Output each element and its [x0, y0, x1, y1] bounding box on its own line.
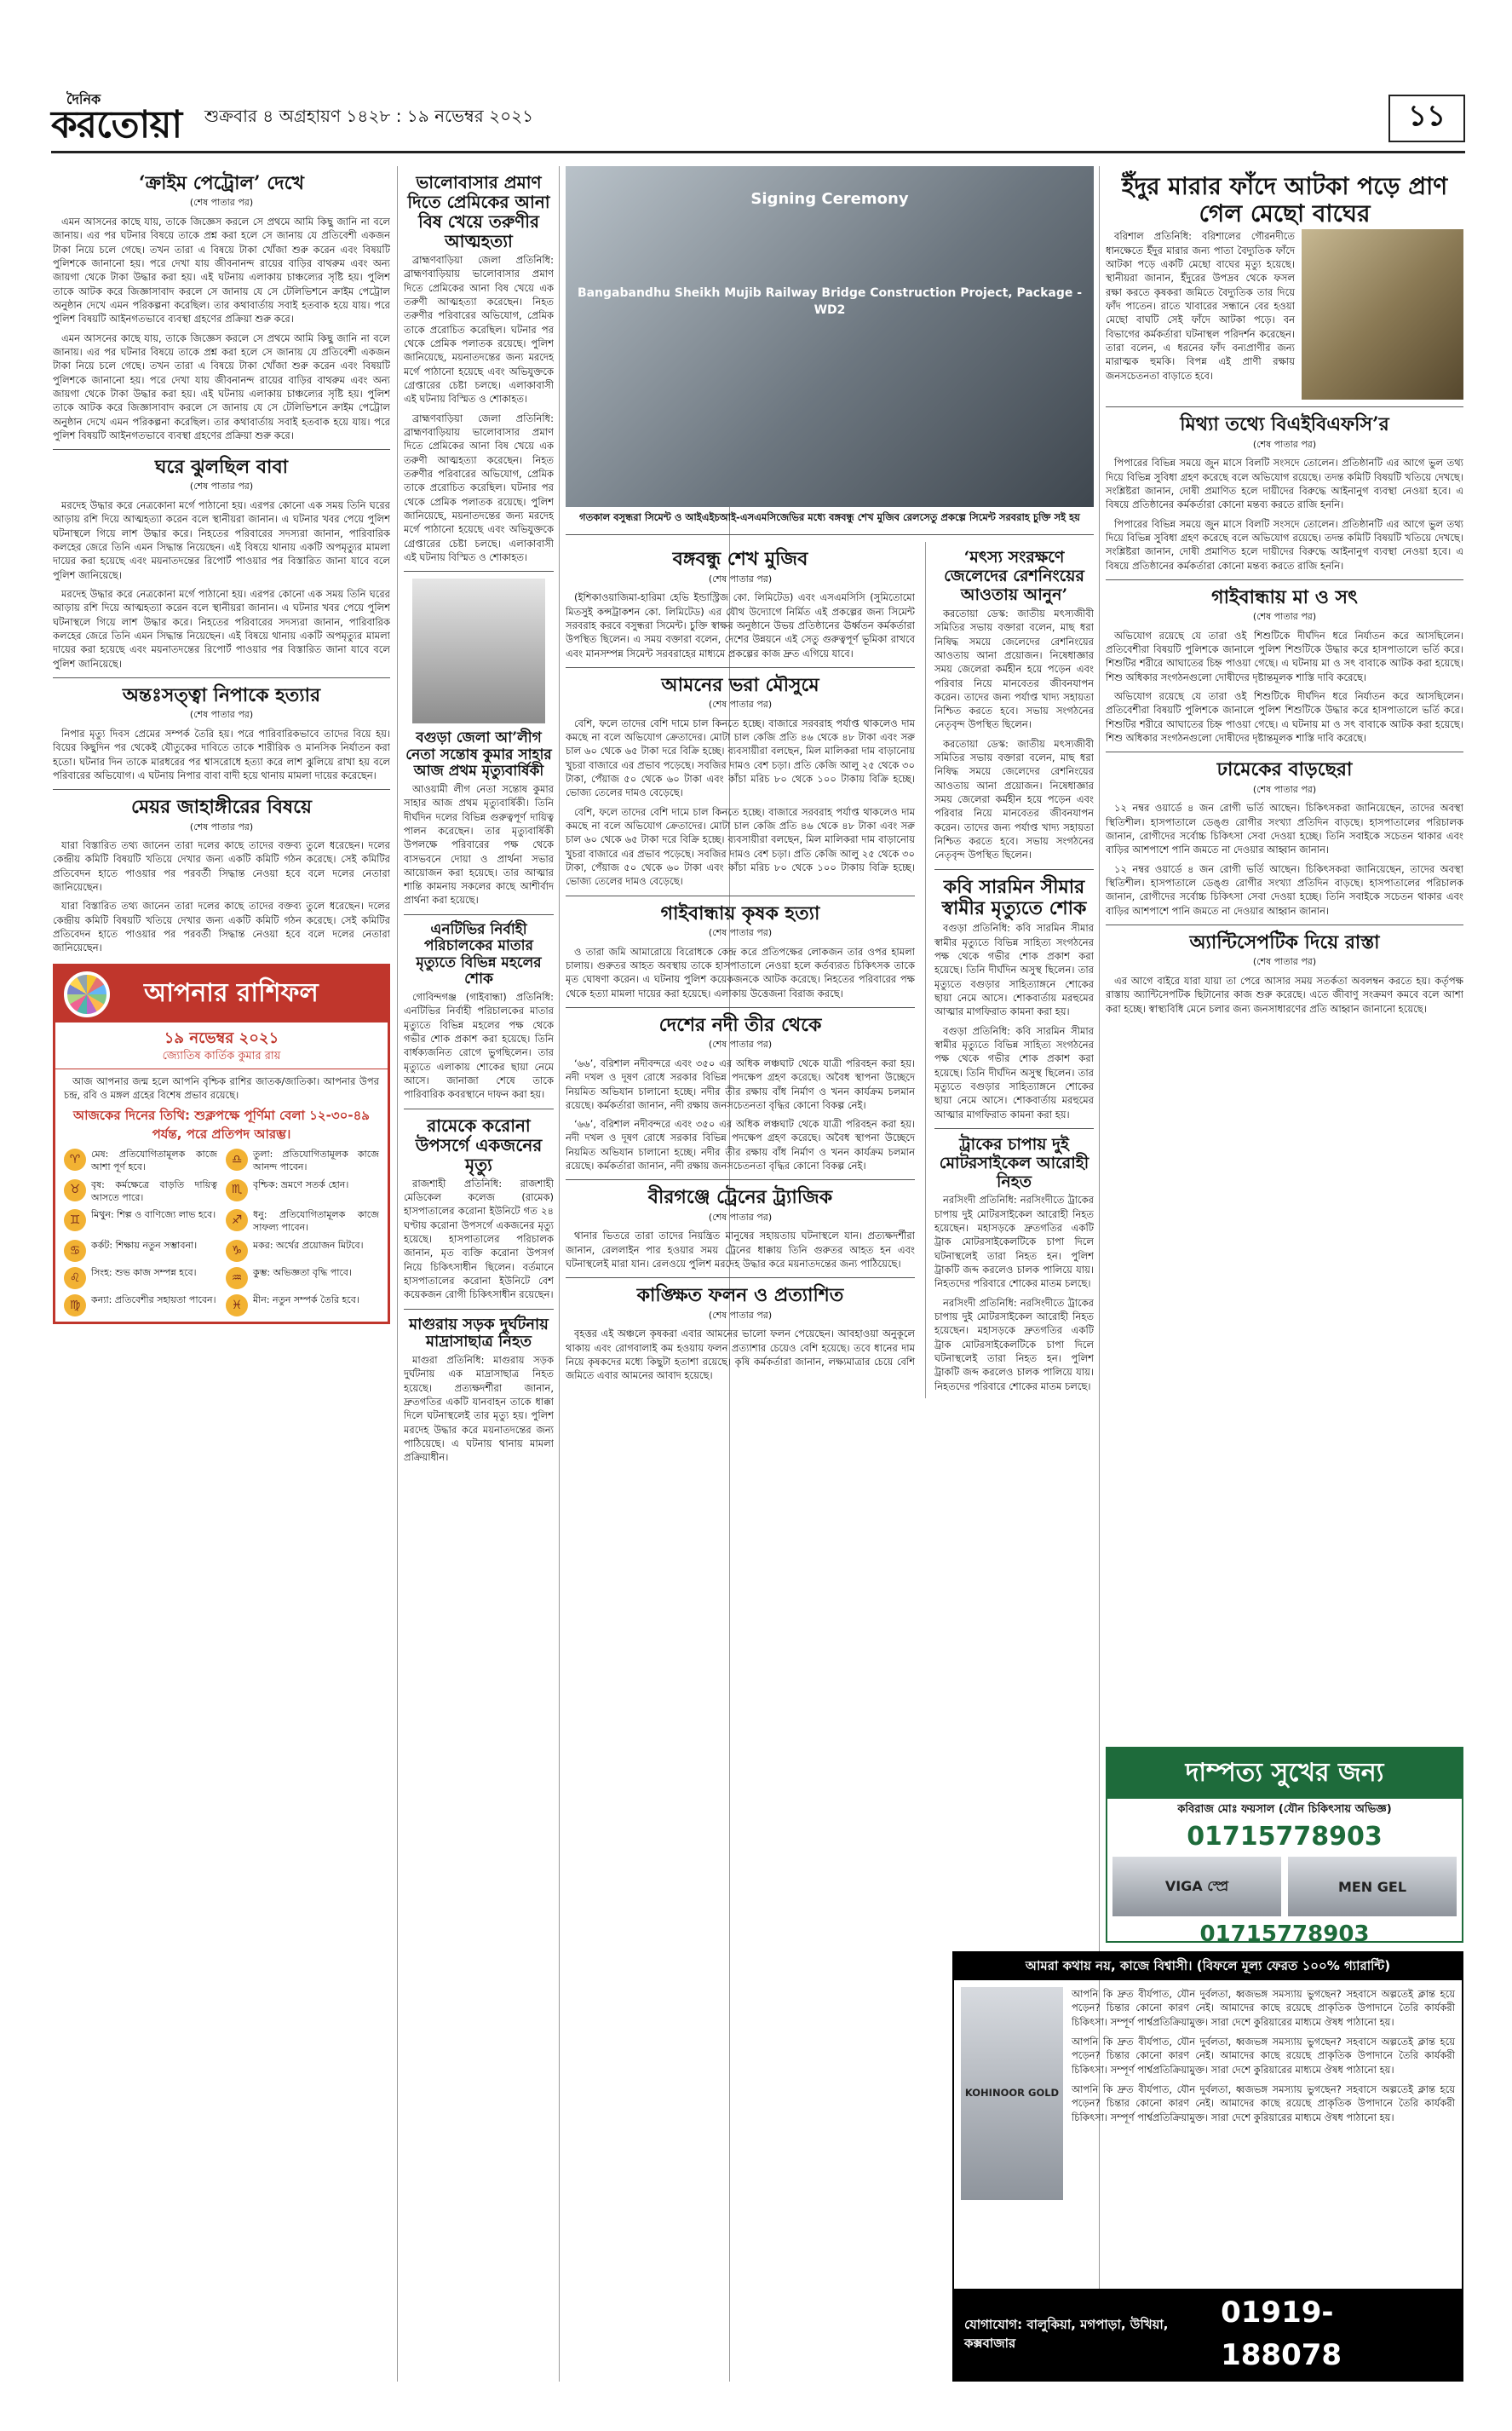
portrait-photo — [412, 579, 545, 723]
article-title: দেশের নদী তীর থেকে — [658, 1013, 822, 1036]
column-4 — [925, 542, 1094, 1398]
zodiac-text: সিংহ: শুভ কাজ সম্পন্ন হবে। — [91, 1267, 197, 1279]
article-body: ১২ নম্বর ওয়ার্ডে ৪ জন রোগী ভর্তি আছেন। চিকিৎসকরা জানিয়েছেন, তাদের অবস্থা স্থিতিশীল। হাসপাতালে ডেঙ্গু রোগীর সংখ্যা প্রতিদিন বাড়ছে। হাসপাতালের পরিচালক জানান, রোগীদের সর্বোচ্চ চিকিৎসা সেবা দেওয়া হচ্ছে। তিনি সবাইকে সচেতন থাকার এবং বাড়ির আশপাশে পানি জমতে না দেওয়ার আহ্বান জানান। — [1106, 802, 1463, 856]
article-continued: (শেষ পাতার পর) — [708, 927, 773, 939]
zodiac-item — [226, 1294, 379, 1316]
divider — [934, 1128, 1094, 1129]
horoscope-intro: আজ আপনার জন্ম হলে আপনি বৃশ্চিক রাশির জাতক/জাতিকা। আপনার উপর চন্দ্র, রবি ও মঙ্গল গ্রহের বিশেষ প্রভাব রয়েছে। — [64, 1074, 379, 1102]
divider — [566, 1179, 915, 1180]
article-kobi — [934, 877, 1094, 1121]
article-body: এমন আসনের কাছে যায়, তাকে জিজ্ঞেস করলে সে প্রথমে আমি কিছু জানি না বলে জানায়। এর পর ঘটনার বিষয়ে তাকে প্রশ্ন করা হলে সে জানায় যে প্রতিবেশী একজন টাকা নিয়ে চলে গেছে। তখন তারা এ বিষয়ে টাকা খোঁজা শুরু করেন এবং বিষয়টি পুলিশকে জানানো হয়। পরে দেখা যায় জীবনানন্দ রায়ের বাড়ির বাথরুম এবং অন্য জায়গা থেকে টাকা উদ্ধার করা হয়। এই ঘটনায় এলাকায় চাঞ্চল্যের সৃষ্টি হয়। পুলিশ তাকে আটক করে জিজ্ঞাসাবাদ করলে সে জানায় যে সে টেলিভিশনে ক্রাইম পেট্রোল অনুষ্ঠান দেখে এমন পরিকল্পনা করেছিল। তার কথাবার্তায় সবাই হতবাক হয়ে যায়। পরে পুলিশ বিষয়টি আইনগতভাবে ব্যবস্থা গ্রহণের প্রক্রিয়া শুরু করে। — [53, 215, 390, 325]
article-body: বগুড়া প্রতিনিধি: কবি সারমিন সীমার স্বামীর মৃত্যুতে বিভিন্ন সাহিত্য সংগঠনের পক্ষ থেকে গভীর শোক প্রকাশ করা হয়েছে। তিনি দীর্ঘদিন অসুস্থ ছিলেন। তার মৃত্যুতে বগুড়ার সাহিত্যাঙ্গনে শোকের ছায়া নেমে আসে। শোকবার্তায় মরহুমের আত্মার মাগফিরাত কামনা করা হয়। — [934, 922, 1094, 1018]
article-body: থানার ভিতরে তারা তাদের নিয়ন্ত্রিত মানুষের সহায়তায় ঘটনাস্থলে যান। প্রত্যক্ষদর্শীরা জানান, রেললাইন পার হওয়ার সময় ট্রেনের ধাক্কায় তিনি গুরুতর আহত হন এবং ঘটনাস্থলেই মারা যান। রেলওয়ে পুলিশ মরদেহ উদ্ধার করে ময়নাতদন্তের জন্য পাঠিয়েছে। — [566, 1230, 915, 1270]
article-indur-content — [1106, 229, 1463, 400]
photo-caption: গতকাল বসুন্ধরা সিমেন্ট ও আইএইচআই-এসএমসিজেভির মধ্যে বঙ্গবন্ধু শেখ মুজিব রেলসেতু প্রকল্পে সিমেন্ট সরবরাহ চুক্তি সই হয় — [579, 511, 1080, 523]
divider — [53, 789, 390, 790]
ad-phone: 01715778903 — [1199, 1921, 1370, 1947]
article-continued: (শেষ পাতার পর) — [708, 1211, 773, 1223]
ad-kohinoor — [952, 1951, 1463, 2382]
zodiac-sign-icon: ♋ — [64, 1240, 86, 1262]
article-continued: (শেষ পাতার পর) — [708, 573, 773, 585]
article-birganj — [566, 1187, 915, 1270]
divider — [566, 1007, 915, 1008]
article-title: ‘ক্রাইম পেট্রোল’ দেখে — [139, 172, 304, 194]
article-title: কাঙ্ক্ষিত ফলন ও প্রত্যাশিত — [636, 1284, 844, 1307]
signing-ceremony-photo — [566, 166, 1094, 507]
article-body: অভিযোগ রয়েছে যে তারা ওই শিশুটিকে দীর্ঘদিন ধরে নির্যাতন করে আসছিলেন। প্রতিবেশীরা বিষয়টি পুলিশকে জানালে পুলিশ শিশুটিকে উদ্ধার করে হাসপাতালে ভর্তি করে। শিশুটির শরীরে আঘাতের চিহ্ন পাওয়া গেছে। এ ঘটনায় মা ও সৎ বাবাকে আটক করা হয়েছে। শিশু অধিকার সংগঠনগুলো দোষীদের দৃষ্টান্তমূলক শাস্তি দাবি করেছে। — [1106, 629, 1463, 683]
article-body: নরসিংদী প্রতিনিধি: নরসিংদীতে ট্রাকের চাপায় দুই মোটরসাইকেল আরোহী নিহত হয়েছেন। মহাসড়কে দ্রুতগতির একটি ট্রাক মোটরসাইকেলটিকে চাপা দিলে ঘটনাস্থলেই তারা নিহত হন। পুলিশ ট্রাকটি জব্দ করলেও চালক পালিয়ে যায়। নিহতদের পরিবারে শোকের মাতম চলছে। — [934, 1194, 1094, 1290]
article-continued: (শেষ পাতার পর) — [189, 709, 254, 721]
zodiac-sign-icon: ♌ — [64, 1267, 86, 1289]
article-gaibandhay — [1106, 587, 1463, 746]
zodiac-sign-icon: ♊ — [64, 1209, 86, 1231]
article-madrasa — [404, 1316, 554, 1465]
article-body: মরদেহ উদ্ধার করে নেত্রকোনা মর্গে পাঠানো হয়। এরপর কোনো এক সময় তিনি ঘরের আড়ায় রশি দিয়ে আত্মহত্যা করেন বলে স্থানীয়রা জানান। এ ঘটনার খবর পেয়ে পুলিশ ঘটনাস্থলে গিয়ে লাশ উদ্ধার করে। নিহতের পরিবারের সদস্যরা জানান, পারিবারিক কলহের জেরে তিনি এমন সিদ্ধান্ত নিয়েছেন। এই বিষয়ে থানায় একটি অপমৃত্যুর মামলা দায়ের করা হয়েছে এবং ময়নাতদন্তের রিপোর্ট পাওয়ার পর বিস্তারিত জানা যাবে বলে পুলিশ জানিয়েছে। — [53, 588, 390, 670]
article-body: বরিশাল প্রতিনিধি: বরিশালের গৌরনদীতে ধানক্ষেতে ইঁদুর মারার জন্য পাতা বৈদ্যুতিক ফাঁদে আটকা পড়ে একটি মেছো বাঘের মৃত্যু হয়েছে। স্থানীয়রা জানান, ইঁদুরের উপদ্রব থেকে ফসল রক্ষা করতে কৃষকরা জমিতে বৈদ্যুতিক তার দিয়ে ফাঁদ পাতেন। রাতে খাবারের সন্ধানে বের হওয়া মেছো বাঘটি সেই ফাঁদে আটকা পড়ে। বন বিভাগের কর্মকর্তারা ঘটনাস্থল পরিদর্শন করেছেন। তারা বলেন, এ ধরনের ফাঁদ বন্যপ্রাণীর জন্য মারাত্মক হুমকি। বিপন্ন এই প্রাণী রক্ষায় জনসচেতনতা বাড়াতে হবে। — [1106, 230, 1295, 382]
article-body: নিপার মৃত্যু দিবস প্রেমের সম্পর্ক তৈরি হয়। পরে পারিবারিকভাবে তাদের বিয়ে হয়। বিয়ের কিছুদিন পর থেকেই যৌতুকের দাবিতে তাকে শারীরিক ও মানসিক নির্যাতন করা হতো। ঘটনার দিন তাকে মারধরের পর শ্বাসরোধে হত্যা করে লাশ ঝুলিয়ে রাখা হয় বলে পরিবারের অভিযোগ। এ ঘটনায় নিপার বাবা বাদী হয়ে থানায় মামলা দায়ের করেছেন। — [53, 727, 390, 781]
article-title: ট্রাকের চাপায় দুই মোটরসাইকেল আরোহী নিহত — [939, 1134, 1089, 1191]
article-body: পিপারের বিভিন্ন সময়ে জুন মাসে বিলটি সংসদে তোলেন। প্রতিষ্ঠানটি এর আগে ভুল তথ্য দিয়ে বিভিন্ন সুবিধা গ্রহণ করেছে বলে অভিযোগ রয়েছে। তদন্ত কমিটি বিষয়টি খতিয়ে দেখছে। সংশ্লিষ্টরা জানান, দোষী প্রমাণিত হলে দায়ীদের বিরুদ্ধে আইনানুগ ব্যবস্থা নেওয়া হবে। এ বিষয়ে প্রতিষ্ঠানের কর্মকর্তারা কোনো মন্তব্য করতে রাজি হননি। — [1106, 517, 1463, 572]
article-ghore — [53, 457, 390, 671]
article-continued: (শেষ পাতার পর) — [708, 1309, 773, 1321]
astrologer-name: জ্যোতিষ কার্তিক কুমার রায় — [55, 1049, 388, 1069]
article-title: ভালোবাসার প্রমাণ দিতে প্রেমিকের আনা বিষ খেয়ে তরুণীর আত্মহত্যা — [407, 172, 550, 251]
article-body: ১২ নম্বর ওয়ার্ডে ৪ জন রোগী ভর্তি আছেন। চিকিৎসকরা জানিয়েছেন, তাদের অবস্থা স্থিতিশীল। হাসপাতালে ডেঙ্গু রোগীর সংখ্যা প্রতিদিন বাড়ছে। হাসপাতালের পরিচালক জানান, রোগীদের সর্বোচ্চ চিকিৎসা সেবা দেওয়া হচ্ছে। তিনি সবাইকে সচেতন থাকার এবং বাড়ির আশপাশে পানি জমতে না দেওয়ার আহ্বান জানান। — [1106, 862, 1463, 917]
zodiac-list — [64, 1149, 379, 1316]
article-title: বগুড়া জেলা আ’লীগ নেতা সন্তোষ কুমার সাহার আজ প্রথম মৃত্যুবার্ষিকী — [405, 729, 552, 781]
article-continued: (শেষ পাতার পর) — [1252, 783, 1317, 795]
article-body: মাগুরা প্রতিনিধি: মাগুরায় সড়ক দুর্ঘটনায় এক মাদ্রাসাছাত্র নিহত হয়েছে। প্রত্যক্ষদর্শীরা জানান, দ্রুতগতির একটি যানবাহন তাকে ধাক্কা দিলে ঘটনাস্থলেই তার মৃত্যু হয়। পুলিশ মরদেহ উদ্ধার করে ময়নাতদন্তের জন্য পাঠিয়েছে। এ ঘটনায় থানায় মামলা প্রক্রিয়াধীন। — [404, 1353, 554, 1464]
ad-product-mengel: MEN GEL — [1288, 1857, 1457, 1916]
article-aman — [566, 675, 915, 889]
zodiac-item — [226, 1240, 379, 1262]
ad-body: আপনি কি দ্রুত বীর্যপাত, যৌন দুর্বলতা, ধ্বজভঙ্গ সমস্যায় ভুগছেন? সহবাসে অল্পতেই ক্লান্ত হয়ে পড়েন? চিন্তার কোনো কারণ নেই। আমাদের কাছে রয়েছে প্রাকৃতিক উপাদানে তৈরি কার্যকরী চিকিৎসা। সম্পূর্ণ পার্শ্বপ্রতিক্রিয়ামুক্ত। সারা দেশে কুরিয়ারের মাধ্যমে ঔষধ পাঠানো হয়। — [1072, 2082, 1455, 2124]
zodiac-item — [64, 1149, 217, 1174]
horoscope-date: ১৯ নভেম্বর ২০২১ — [164, 1028, 279, 1047]
article-sontosh — [404, 730, 554, 907]
article-body: রাজশাহী প্রতিনিধি: রাজশাহী মেডিকেল কলেজ (রামেক) হাসপাতালের করোনা ইউনিটে গত ২৪ ঘণ্টায় করোনা উপসর্গে একজনের মৃত্যু হয়েছে। হাসপাতালের পরিচালক জানান, মৃত ব্যক্তি করোনা উপসর্গ নিয়ে চিকিৎসাধীন ছিলেন। বর্তমানে হাসপাতালের করোনা ইউনিটে বেশ কয়েকজন রোগী চিকিৎসাধীন রয়েছেন। — [404, 1177, 554, 1301]
zodiac-text: কুম্ভ: অভিজ্ঞতা বৃদ্ধি পাবে। — [253, 1267, 352, 1279]
article-dhaka — [1106, 759, 1463, 918]
article-body: বেশি, ফলে তাদের বেশি দামে চাল কিনতে হচ্ছে। বাজারে সরবরাহ পর্যাপ্ত থাকলেও দাম কমছে না বলে অভিযোগ ক্রেতাদের। মোটা চাল কেজি প্রতি ৪৬ থেকে ৪৮ টাকা এবং সরু চাল ৬০ থেকে ৬৫ টাকা দরে বিক্রি হচ্ছে। ব্যবসায়ীরা বলছেন, মিল মালিকরা দাম বাড়ানোয় খুচরা বাজারে এর প্রভাব পড়েছে। সবজির দামও বেশ চড়া। প্রতি কেজি আলু ২৫ থেকে ৩০ টাকা, পেঁয়াজ ৫০ থেকে ৬০ টাকা এবং কাঁচা মরিচ ৮০ থেকে ১০০ টাকায় বিক্রি হচ্ছে। ভোজ্য তেলের দামও বেড়েছে। — [566, 805, 915, 888]
masthead — [51, 85, 1465, 153]
article-title: বীরগঞ্জে ট্রেনের ট্র্যাজিক — [647, 1186, 833, 1209]
zodiac-text: মীন: নতুন সম্পর্ক তৈরি হবে। — [253, 1294, 359, 1306]
column-divider — [559, 166, 560, 2382]
ad-content — [954, 1980, 1462, 2207]
article-body: এমন আসনের কাছে যায়, তাকে জিজ্ঞেস করলে সে প্রথমে আমি কিছু জানি না বলে জানায়। এর পর ঘটনার বিষয়ে তাকে প্রশ্ন করা হলে সে জানায় যে প্রতিবেশী একজন টাকা নিয়ে চলে গেছে। তখন তারা এ বিষয়ে টাকা খোঁজা শুরু করেন এবং বিষয়টি পুলিশকে জানানো হয়। পরে দেখা যায় জীবনানন্দ রায়ের বাড়ির বাথরুম এবং অন্য জায়গা থেকে টাকা উদ্ধার করা হয়। এই ঘটনায় এলাকায় চাঞ্চল্যের সৃষ্টি হয়। পুলিশ তাকে আটক করে জিজ্ঞাসাবাদ করলে সে জানায় যে সে টেলিভিশনে ক্রাইম পেট্রোল অনুষ্ঠান দেখে এমন পরিকল্পনা করেছিল। তার কথাবার্তায় সবাই হতবাক হয়ে যায়। পরে পুলিশ বিষয়টি আইনগতভাবে ব্যবস্থা গ্রহণের প্রক্রিয়া শুরু করে। — [53, 331, 390, 441]
article-continued: (শেষ পাতার পর) — [189, 481, 254, 493]
article-gaibandha — [566, 903, 915, 1000]
article-ntv — [404, 922, 554, 1102]
article-body: পিপারের বিভিন্ন সময়ে জুন মাসে বিলটি সংসদে তোলেন। প্রতিষ্ঠানটি এর আগে ভুল তথ্য দিয়ে বিভিন্ন সুবিধা গ্রহণ করেছে বলে অভিযোগ রয়েছে। তদন্ত কমিটি বিষয়টি খতিয়ে দেখছে। সংশ্লিষ্টরা জানান, দোষী প্রমাণিত হলে দায়ীদের বিরুদ্ধে আইনানুগ ব্যবস্থা নেওয়া হবে। এ বিষয়ে প্রতিষ্ঠানের কর্মকর্তারা কোনো মন্তব্য করতে রাজি হননি। — [1106, 457, 1463, 511]
zodiac-wheel-icon — [64, 971, 110, 1017]
zodiac-item — [226, 1179, 379, 1205]
article-body: ও তারা জমি আমারোয়ে বিরোধকে কেন্দ্র করে প্রতিপক্ষের লোকজন তার ওপর হামলা চালায়। গুরুতর আহত অবস্থায় তাকে হাসপাতালে নেওয়া হলে কর্তব্যরত চিকিৎসক তাকে মৃত ঘোষণা করেন। এ ঘটনায় পুলিশ কয়েকজনকে আটক করেছে। নিহতের পরিবারের পক্ষ থেকে হত্যা মামলা দায়ের করা হয়েছে। এলাকায় উত্তেজনা বিরাজ করছে। — [566, 945, 915, 999]
article-continued: (শেষ পাতার পর) — [1252, 438, 1317, 450]
article-title: গাইবান্ধায় কৃষক হত্যা — [660, 902, 820, 925]
zodiac-item — [64, 1267, 217, 1289]
article-title: গাইবান্ধায় মা ও সৎ — [1211, 585, 1358, 608]
zodiac-sign-icon: ♏ — [226, 1179, 248, 1201]
ad-dampotto — [1106, 1747, 1463, 1947]
article-body: বেশি, ফলে তাদের বেশি দামে চাল কিনতে হচ্ছে। বাজারে সরবরাহ পর্যাপ্ত থাকলেও দাম কমছে না বলে অভিযোগ ক্রেতাদের। মোটা চাল কেজি প্রতি ৪৬ থেকে ৪৮ টাকা এবং সরু চাল ৬০ থেকে ৬৫ টাকা দরে বিক্রি হচ্ছে। ব্যবসায়ীরা বলছেন, মিল মালিকরা দাম বাড়ানোয় খুচরা বাজারে এর প্রভাব পড়েছে। সবজির দামও বেশ চড়া। প্রতি কেজি আলু ২৫ থেকে ৩০ টাকা, পেঁয়াজ ৫০ থেকে ৬০ টাকা এবং কাঁচা মরিচ ৮০ থেকে ১০০ টাকায় বিক্রি হচ্ছে। ভোজ্য তেলের দামও বেড়েছে। — [566, 717, 915, 799]
article-title: ইঁদুর মারার ফাঁদে আটকা পড়ে প্রাণ গেল মেছো বাঘের — [1121, 172, 1448, 228]
zodiac-text: তুলা: প্রতিযোগিতামূলক কাজে আনন্দ পাবেন। — [253, 1149, 379, 1172]
zodiac-item — [64, 1209, 217, 1235]
article-body: যারা বিস্তারিত তথ্য জানেন তারা দলের কাছে তাদের বক্তব্য তুলে ধরেছেন। দলের কেন্দ্রীয় কমিটি বিষয়টি খতিয়ে দেখার জন্য একটি কমিটি গঠন করেছে। সেই কমিটির প্রতিবেদন হাতে পাওয়ার পর পরবর্তী সিদ্ধান্ত নেওয়া হবে বলে দলের নেতারা জানিয়েছেন। — [53, 839, 390, 894]
article-continued: (শেষ পাতার পর) — [189, 821, 254, 832]
zodiac-text: বৃষ: কর্মক্ষেত্রে বাড়তি দায়িত্ব আসতে পারে। — [91, 1178, 217, 1203]
zodiac-sign-icon: ♈ — [64, 1149, 86, 1171]
zodiac-item — [226, 1149, 379, 1174]
article-title: রামেকে করোনা উপসর্গে একজনের মৃত্যু — [415, 1115, 543, 1175]
tithi: আজকের দিনের তিথি: শুক্লপক্ষে পূর্ণিমা বেলা ১২-৩০-৪৯ পর্যন্ত, পরে প্রতিপদ আরম্ভ। — [72, 1108, 371, 1142]
divider — [404, 1309, 554, 1310]
article-meyor — [53, 797, 390, 955]
article-truck — [934, 1136, 1094, 1393]
column-2 — [404, 166, 554, 2390]
article-title: এনটিভির নির্বাহী পরিচালকের মাতার মৃত্যুতে বিভিন্ন মহলের শোক — [416, 920, 542, 988]
divider — [404, 914, 554, 915]
zodiac-item — [64, 1294, 217, 1316]
zodiac-text: কন্যা: প্রতিবেশীর সহায়তা পাবেন। — [91, 1294, 216, 1306]
article-mitha — [1106, 414, 1463, 573]
ad-footer — [954, 2289, 1462, 2380]
divider — [934, 869, 1094, 870]
article-title: অন্তঃসত্ত্বা নিপাকে হত্যার — [122, 684, 321, 706]
ad-body: আপনি কি দ্রুত বীর্যপাত, যৌন দুর্বলতা, ধ্বজভঙ্গ সমস্যায় ভুগছেন? সহবাসে অল্পতেই ক্লান্ত হয়ে পড়েন? চিন্তার কোনো কারণ নেই। আমাদের কাছে রয়েছে প্রাকৃতিক উপাদানে তৈরি কার্যকরী চিকিৎসা। সম্পূর্ণ পার্শ্বপ্রতিক্রিয়ামুক্ত। সারা দেশে কুরিয়ারের মাধ্যমে ঔষধ পাঠানো হয়। — [1072, 2035, 1455, 2077]
article-continued: (শেষ পাতার পর) — [1252, 611, 1317, 623]
ad-body-wrap — [1072, 1987, 1455, 2200]
article-title: ‘মৎস্য সংরক্ষণে জেলেদের রেশনিংয়ের আওতায় আনুন’ — [944, 548, 1084, 605]
divider — [1106, 406, 1463, 407]
zodiac-text: কর্কট: শিক্ষায় নতুন সম্ভাবনা। — [91, 1240, 198, 1252]
zodiac-sign-icon: ♎ — [226, 1149, 248, 1171]
article-body: ‘৬৬’, বরিশাল নদীবন্দরে এবং ৩৫০ এর অধিক লঞ্চঘাট থেকে যাত্রী পরিবহন করা হয়। নদী দখল ও দূষণ রোধে সরকার বিভিন্ন পদক্ষেপ গ্রহণ করেছে। অবৈধ স্থাপনা উচ্ছেদে নিয়মিত অভিযান চালানো হচ্ছে। নদীর তীর রক্ষায় বাঁধ নির্মাণ ও খনন কার্যক্রম চলমান রয়েছে। কর্মকর্তারা জানান, নদী রক্ষায় জনসচেতনতা বৃদ্ধির কোনো বিকল্প নেই। — [566, 1118, 915, 1172]
horoscope-title: আপনার রাশিফল — [144, 978, 319, 1009]
column-1 — [53, 166, 390, 2390]
article-title: মিথ্যা তথ্যে বিএইবিএফসি’র — [1180, 413, 1389, 436]
ad-title: দাম্পত্য সুখের জন্য — [1107, 1748, 1462, 1799]
article-body: ‘৬৬’, বরিশাল নদীবন্দরে এবং ৩৫০ এর অধিক লঞ্চঘাট থেকে যাত্রী পরিবহন করা হয়। নদী দখল ও দূষণ রোধে সরকার বিভিন্ন পদক্ষেপ গ্রহণ করেছে। অবৈধ স্থাপনা উচ্ছেদে নিয়মিত অভিযান চালানো হচ্ছে। নদীর তীর রক্ষায় বাঁধ নির্মাণ ও খনন কার্যক্রম চলমান রয়েছে। কর্মকর্তারা জানান, নদী রক্ষায় জনসচেতনতা বৃদ্ধির কোনো বিকল্প নেই। — [566, 1057, 915, 1111]
zodiac-sign-icon: ♐ — [226, 1209, 248, 1231]
logo-title: করতোয়া — [51, 102, 182, 147]
horoscope-header — [55, 966, 388, 1023]
zodiac-item — [64, 1240, 217, 1262]
horoscope-box — [53, 964, 390, 1324]
article-title: ঢামেকের বাড়ছেরা — [1216, 758, 1353, 781]
page-number: ১১ — [1388, 95, 1465, 142]
article-body: করতোয়া ডেস্ক: জাতীয় মৎস্যজীবী সমিতির সভায় বক্তারা বলেন, মাছ ধরা নিষিদ্ধ সময়ে জেলেদের রেশনিংয়ের আওতায় আনা প্রয়োজন। নিষেধাজ্ঞার সময় জেলেরা কর্মহীন হয়ে পড়েন এবং পরিবার নিয়ে মানবেতর জীবনযাপন করেন। তাদের জন্য পর্যাপ্ত খাদ্য সহায়তা নিশ্চিত করতে হবে। সভায় সংগঠনের নেতৃবৃন্দ উপস্থিত ছিলেন। — [934, 607, 1094, 731]
article-body: অভিযোগ রয়েছে যে তারা ওই শিশুটিকে দীর্ঘদিন ধরে নির্যাতন করে আসছিলেন। প্রতিবেশীরা বিষয়টি পুলিশকে জানালে পুলিশ শিশুটিকে উদ্ধার করে হাসপাতালে ভর্তি করে। শিশুটির শরীরে আঘাতের চিহ্ন পাওয়া গেছে। এ ঘটনায় মা ও সৎ বাবাকে আটক করা হয়েছে। শিশু অধিকার সংগঠনগুলো দোষীদের দৃষ্টান্তমূলক শাস্তি দাবি করেছে। — [1106, 690, 1463, 745]
banner-label: Signing Ceremony — [750, 190, 909, 208]
column-3 — [566, 542, 915, 1398]
article-bhalobasa — [404, 173, 554, 564]
ad-phone: 01715778903 — [1187, 1822, 1383, 1852]
ad-headline: আমরা কথায় নয়, কাজে বিশ্বাসী। (বিফলে মূল্য ফেরত ১০০% গ্যারান্টি) — [954, 1953, 1462, 1980]
zodiac-text: মেষ: প্রতিযোগিতামূলক কাজে আশা পূর্ণ হবে। — [91, 1149, 217, 1172]
ad-phone: 01919-188078 — [1221, 2296, 1342, 2372]
zodiac-sign-icon: ♑ — [226, 1240, 248, 1262]
zodiac-sign-icon: ♉ — [64, 1179, 86, 1201]
article-ontosotta — [53, 685, 390, 782]
ad-products — [1107, 1852, 1462, 1921]
article-body: (ইশিকাওয়াজিমা-হারিমা হেভি ইন্ডাস্ট্রিজ কো. লিমিটেড) এবং এসএমসিসি (সুমিতোমো মিতসুই কন্সট্রাকশন কো. লিমিটেড) এর যৌথ উদ্যোগে নির্মিত এই প্রকল্পের জন্য সিমেন্ট সরবরাহ করবে বসুন্ধরা সিমেন্ট। চুক্তি স্বাক্ষর অনুষ্ঠানে উভয় প্রতিষ্ঠানের ঊর্ধ্বতন কর্মকর্তারা উপস্থিত ছিলেন। এ সময় বক্তারা বলেন, দেশের উন্নয়নে এই সেতু গুরুত্বপূর্ণ ভূমিকা রাখবে এবং মানসম্পন্ন সিমেন্ট সরবরাহের মাধ্যমে প্রকল্পের কাজ দ্রুত এগিয়ে যাবে। — [566, 591, 915, 660]
article-body: বগুড়া প্রতিনিধি: কবি সারমিন সীমার স্বামীর মৃত্যুতে বিভিন্ন সাহিত্য সংগঠনের পক্ষ থেকে গভীর শোক প্রকাশ করা হয়েছে। তিনি দীর্ঘদিন অসুস্থ ছিলেন। তার মৃত্যুতে বগুড়ার সাহিত্যাঙ্গনে শোকের ছায়া নেমে আসে। শোকবার্তায় মরহুমের আত্মার মাগফিরাত কামনা করা হয়। — [934, 1024, 1094, 1120]
zodiac-sign-icon: ♍ — [64, 1294, 86, 1316]
ad-body: আপনি কি দ্রুত বীর্যপাত, যৌন দুর্বলতা, ধ্বজভঙ্গ সমস্যায় ভুগছেন? সহবাসে অল্পতেই ক্লান্ত হয়ে পড়েন? চিন্তার কোনো কারণ নেই। আমাদের কাছে রয়েছে প্রাকৃতিক উপাদানে তৈরি কার্যকরী চিকিৎসা। সম্পূর্ণ পার্শ্বপ্রতিক্রিয়ামুক্ত। সারা দেশে কুরিয়ারের মাধ্যমে ঔষধ পাঠানো হয়। — [1072, 1987, 1455, 2029]
ad-product-viga: VIGA স্প্রে — [1112, 1857, 1281, 1916]
article-continued: (শেষ পাতার পর) — [189, 197, 254, 209]
zodiac-item — [226, 1209, 379, 1235]
article-matsya — [934, 549, 1094, 861]
zodiac-text: মকর: অর্থের প্রয়োজন মিটবে। — [253, 1240, 364, 1252]
article-body: ব্রাহ্মণবাড়িয়া জেলা প্রতিনিধি: ব্রাহ্মণবাড়িয়ায় ভালোবাসার প্রমাণ দিতে প্রেমিকের আনা বিষ খেয়ে এক তরুণী আত্মহত্যা করেছেন। নিহত তরুণীর পরিবারের অভিযোগ, প্রেমিক তাকে প্ররোচিত করেছিল। ঘটনার পর থেকে প্রেমিক পলাতক রয়েছে। পুলিশ জানিয়েছে, ময়নাতদন্তের জন্য মরদেহ মর্গে পাঠানো হয়েছে এবং অভিযুক্তকে গ্রেপ্তারের চেষ্টা চলছে। এলাকাবাসী এই ঘটনায় বিস্মিত ও শোকাহত। — [404, 254, 554, 406]
article-title: মাগুরায় সড়ক দুর্ঘটনায় মাদ্রাসাছাত্র নিহত — [409, 1315, 549, 1351]
article-continued: (শেষ পাতার পর) — [708, 699, 773, 711]
article-title: কবি সারমিন সীমার স্বামীর মৃত্যুতে শোক — [941, 875, 1087, 920]
article-title: আমনের ভরা মৌসুমে — [661, 673, 819, 696]
ad-product-kohinoor: KOHINOOR GOLD — [961, 1987, 1063, 2200]
project-banner: Bangabandhu Sheikh Mujib Railway Bridge Construction Project, Package - WD2 — [577, 286, 1083, 317]
article-body: যারা বিস্তারিত তথ্য জানেন তারা দলের কাছে তাদের বক্তব্য তুলে ধরেছেন। দলের কেন্দ্রীয় কমিটি বিষয়টি খতিয়ে দেখার জন্য একটি কমিটি গঠন করেছে। সেই কমিটির প্রতিবেদন হাতে পাওয়ার পর পরবর্তী সিদ্ধান্ত নেওয়া হবে বলে দলের নেতারা জানিয়েছেন। — [53, 900, 390, 954]
article-continued: (শেষ পাতার পর) — [1252, 956, 1317, 968]
horoscope-body — [55, 1069, 388, 1322]
article-nodi — [566, 1015, 915, 1173]
article-kakkhito — [566, 1285, 915, 1382]
divider — [566, 1277, 915, 1278]
article-title: মেয়র জাহাঙ্গীরের বিষয়ে — [131, 796, 312, 819]
column-divider — [397, 166, 398, 2382]
article-body: এর আগে বাইরে যারা যায়া তা পেরে আসার সময় সতর্কতা অবলম্বন করতে হয়। কর্তৃপক্ষ রাস্তায় অ্যান্টিসেপটিক ছিটানোর কাজ শুরু করেছে। এতে জীবাণু সংক্রমণ কমবে বলে আশা করা হচ্ছে। স্বাস্থ্যবিধি মেনে চলার জন্য জনসাধারণের প্রতি আহ্বান জানানো হয়েছে। — [1106, 974, 1463, 1015]
ad-contact: যোগাযোগ: বালুকিয়া, মগপাড়া, উখিয়া, কক্সবাজার — [964, 2316, 1169, 2351]
article-body: করতোয়া ডেস্ক: জাতীয় মৎস্যজীবী সমিতির সভায় বক্তারা বলেন, মাছ ধরা নিষিদ্ধ সময়ে জেলেদের রেশনিংয়ের আওতায় আনা প্রয়োজন। নিষেধাজ্ঞার সময় জেলেরা কর্মহীন হয়ে পড়েন এবং পরিবার নিয়ে মানবেতর জীবনযাপন করেন। তাদের জন্য পর্যাপ্ত খাদ্য সহায়তা নিশ্চিত করতে হবে। সভায় সংগঠনের নেতৃবৃন্দ উপস্থিত ছিলেন। — [934, 737, 1094, 861]
divider — [404, 571, 554, 572]
article-crime — [53, 173, 390, 442]
zodiac-text: বৃশ্চিক: ভ্রমণে সতর্ক হোন। — [253, 1178, 349, 1190]
center-columns — [566, 542, 1094, 1398]
zodiac-text: মিথুন: শিল্প ও বাণিজ্যে লাভ হবে। — [91, 1209, 216, 1221]
logo-prefix: দৈনিক — [66, 90, 101, 107]
article-continued: (শেষ পাতার পর) — [708, 1039, 773, 1051]
article-title: অ্যান্টিসেপটিক দিয়ে রাস্তা — [1189, 930, 1380, 953]
article-corona — [404, 1116, 554, 1302]
article-body: গোবিন্দগঞ্জ (গাইবান্ধা) প্রতিনিধি: এনটিভির নির্বাহী পরিচালকের মাতার মৃত্যুতে বিভিন্ন মহলের পক্ষ থেকে গভীর শোক প্রকাশ করা হয়েছে। তিনি বার্ধক্যজনিত রোগে ভুগছিলেন। তার মৃত্যুতে এলাকায় শোকের ছায়া নেমে আসে। জানাজা শেষে তাকে পারিবারিক কবরস্থানে দাফন করা হয়। — [404, 991, 554, 1101]
article-body: নরসিংদী প্রতিনিধি: নরসিংদীতে ট্রাকের চাপায় দুই মোটরসাইকেল আরোহী নিহত হয়েছেন। মহাসড়কে দ্রুতগতির একটি ট্রাক মোটরসাইকেলটিকে চাপা দিলে ঘটনাস্থলেই তারা নিহত হন। পুলিশ ট্রাকটি জব্দ করলেও চালক পালিয়ে যায়। নিহতদের পরিবারে শোকের মাতম চলছে। — [934, 1296, 1094, 1392]
zodiac-sign-icon: ♓ — [226, 1294, 248, 1316]
fishing-cat-photo — [1302, 229, 1463, 400]
article-body: ব্রাহ্মণবাড়িয়া জেলা প্রতিনিধি: ব্রাহ্মণবাড়িয়ায় ভালোবাসার প্রমাণ দিতে প্রেমিকের আনা বিষ খেয়ে এক তরুণী আত্মহত্যা করেছেন। নিহত তরুণীর পরিবারের অভিযোগ, প্রেমিক তাকে প্ররোচিত করেছিল। ঘটনার পর থেকে প্রেমিক পলাতক রয়েছে। পুলিশ জানিয়েছে, ময়নাতদন্তের জন্য মরদেহ মর্গে পাঠানো হয়েছে এবং অভিযুক্তকে গ্রেপ্তারের চেষ্টা চলছে। এলাকাবাসী এই ঘটনায় বিস্মিত ও শোকাহত। — [404, 412, 554, 563]
divider — [53, 677, 390, 678]
divider — [1106, 579, 1463, 580]
article-bongobondhu — [566, 549, 915, 660]
article-antiseptic — [1106, 932, 1463, 1016]
article-title: ঘরে ঝুলছিল বাবা — [154, 456, 289, 479]
divider — [566, 667, 915, 668]
article-body: আওয়ামী লীগ নেতা সন্তোষ কুমার সাহার আজ প্রথম মৃত্যুবার্ষিকী। তিনি দীর্ঘদিন দলের বিভিন্ন গুরুত্বপূর্ণ দায়িত্ব পালন করেছেন। তার মৃত্যুবার্ষিকী উপলক্ষে পরিবারের পক্ষ থেকে বাসভবনে দোয়া ও প্রার্থনা সভার আয়োজন করা হয়েছে। তার আত্মার শান্তি কামনায় সকলের কাছে আশীর্বাদ প্রার্থনা করা হয়েছে। — [404, 782, 554, 907]
dateline: শুক্রবার ৪ অগ্রহায়ণ ১৪২৮ : ১৯ নভেম্বর ২০২১ — [204, 106, 534, 126]
newspaper-logo — [51, 90, 182, 147]
divider — [53, 449, 390, 450]
zodiac-text: ধনু: প্রতিযোগিতামূলক কাজে সাফল্য পাবেন। — [253, 1209, 379, 1234]
article-body: মরদেহ উদ্ধার করে নেত্রকোনা মর্গে পাঠানো হয়। এরপর কোনো এক সময় তিনি ঘরের আড়ায় রশি দিয়ে আত্মহত্যা করেন বলে স্থানীয়রা জানান। এ ঘটনার খবর পেয়ে পুলিশ ঘটনাস্থলে গিয়ে লাশ উদ্ধার করে। নিহতের পরিবারের সদস্যরা জানান, পারিবারিক কলহের জেরে তিনি এমন সিদ্ধান্ত নিয়েছেন। এই বিষয়ে থানায় একটি অপমৃত্যুর মামলা দায়ের করা হয়েছে এবং ময়নাতদন্তের রিপোর্ট পাওয়ার পর বিস্তারিত জানা যাবে বলে পুলিশ জানিয়েছে। — [53, 499, 390, 581]
divider — [566, 534, 1094, 535]
ad-info: কবিরাজ মোঃ ফয়সাল (যৌন চিকিৎসায় অভিজ্ঞ) — [1177, 1803, 1392, 1816]
article-title: বঙ্গবন্ধু শেখ মুজিব — [672, 548, 808, 571]
article-body: বৃহত্তর এই অঞ্চলে কৃষকরা এবার আমনের ভালো ফলন পেয়েছেন। আবহাওয়া অনুকূলে থাকায় এবং রোগবালাই কম হওয়ায় ফলন প্রত্যাশার চেয়েও বেশি হয়েছে। তবে ধানের দাম নিয়ে কৃষকদের মধ্যে কিছুটা হতাশা রয়েছে। কৃষি কর্মকর্তারা জানান, লক্ষ্যমাত্রার চেয়ে বেশি জমিতে এবার আমনের আবাদ হয়েছে। — [566, 1328, 915, 1382]
zodiac-item — [226, 1267, 379, 1289]
article-indur — [1106, 173, 1463, 400]
zodiac-sign-icon: ♒ — [226, 1267, 248, 1289]
zodiac-item — [64, 1179, 217, 1205]
